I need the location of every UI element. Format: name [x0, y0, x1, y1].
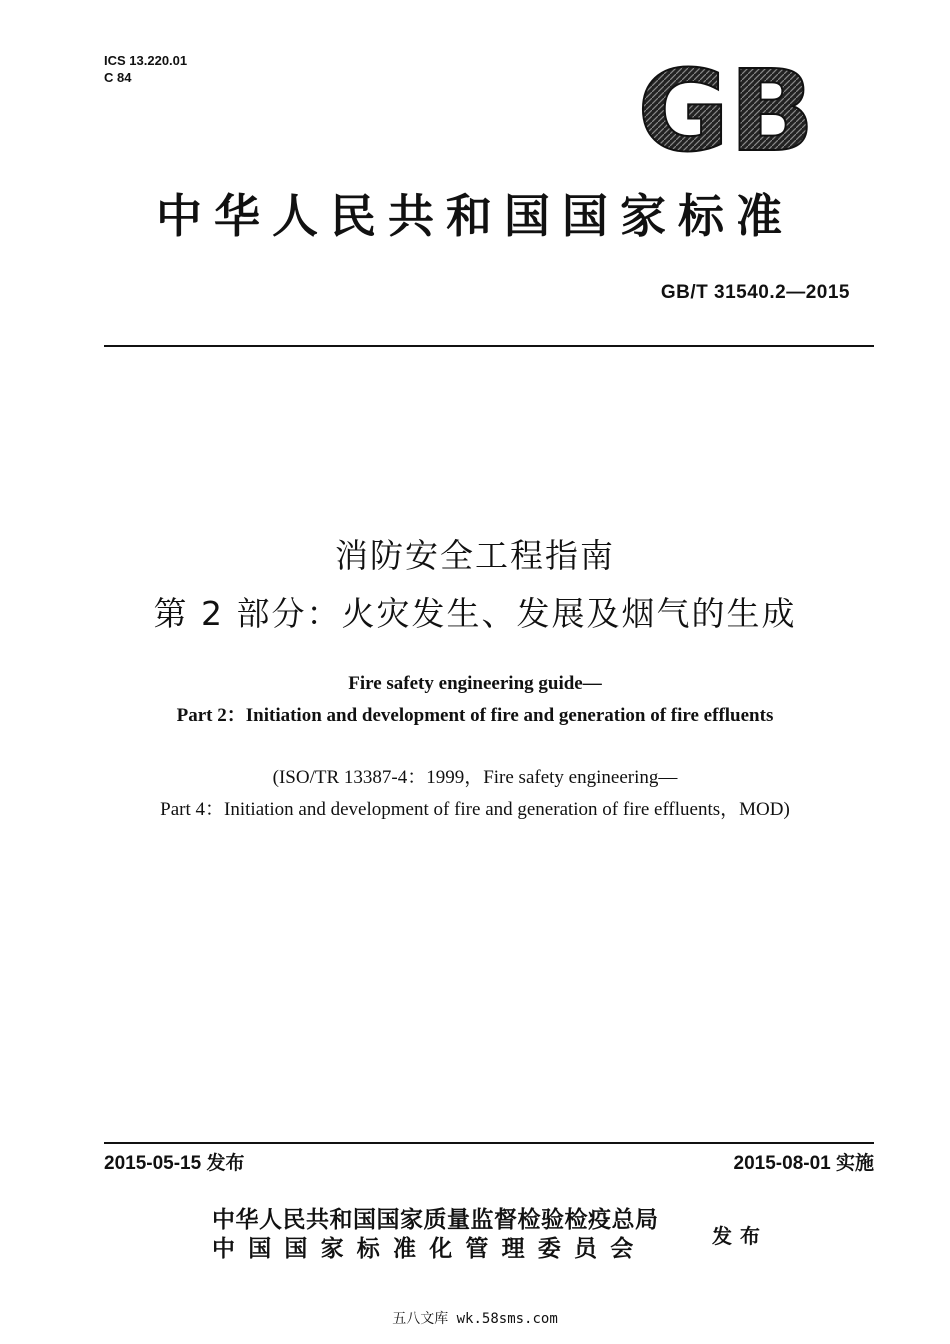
issuer-sac: 中国国家标准化管理委员会 [212, 1236, 647, 1262]
document-title-cn-line2: 第 2 部分：火灾发生、发展及烟气的生成 [153, 594, 797, 633]
bottom-divider [104, 1142, 874, 1144]
iso-reference-line2: Part 4：Initiation and development of fire and generation of fire effluents，MOD) [160, 799, 790, 820]
gb-logo [628, 62, 824, 162]
standard-title: 中华人民共和国国家标准 [156, 189, 794, 243]
document-title-en-line2: Part 2：Initiation and development of fire and generation of fire effluents [176, 705, 774, 726]
standard-number: GB/T 31540.2—2015 [660, 282, 850, 303]
top-divider [104, 345, 874, 347]
document-title-cn-line1: 消防安全工程指南 [335, 536, 615, 575]
gb-logo-text: GB [637, 62, 815, 162]
issuer-aqsiq: 中华人民共和国国家质量监督检验检疫总局 [212, 1207, 659, 1233]
gb-logo-graphic [628, 62, 824, 162]
ics-code: ICS 13.220.01 [104, 53, 188, 68]
document-title-en-line1: Fire safety engineering guide— [348, 673, 602, 694]
issue-label: 发布 [712, 1224, 768, 1248]
classification-codes [104, 52, 187, 86]
watermark-footer: 五八文库 wk.58sms.com [392, 1311, 558, 1327]
issue-date: 2015-05-15 发布 [104, 1153, 245, 1174]
implementation-date: 2015-08-01 实施 [733, 1153, 874, 1174]
ccs-code: C 84 [104, 70, 132, 85]
iso-reference-line1: (ISO/TR 13387-4：1999，Fire safety engineering— [272, 767, 678, 788]
